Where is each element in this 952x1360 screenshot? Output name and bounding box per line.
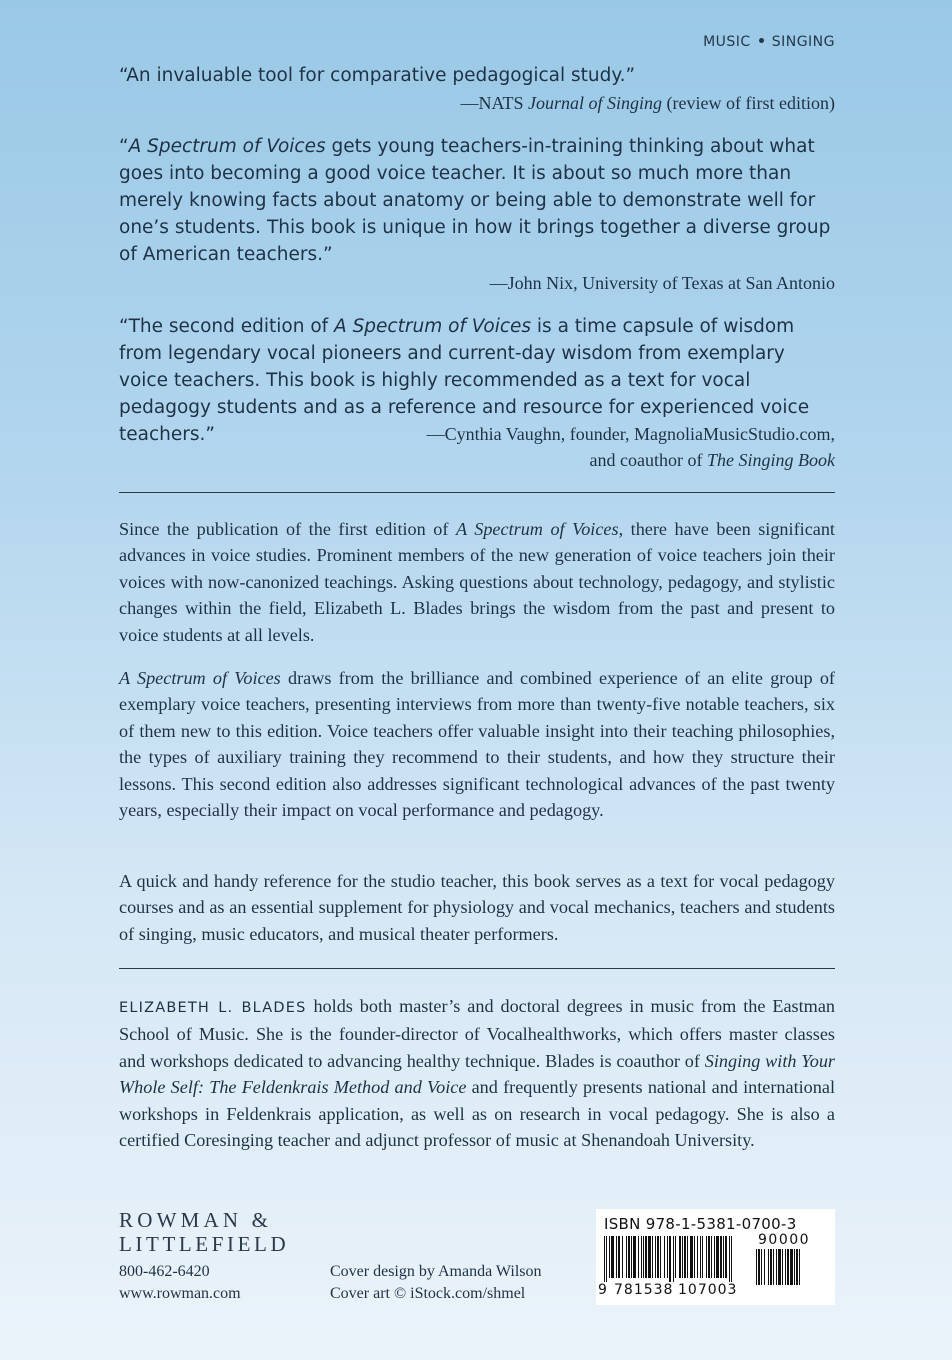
author-name: ELIZABETH L. BLADES (119, 1000, 307, 1016)
description-paragraph-2: A Spectrum of Voices draws from the brilliance and combined experience of an elite group of exemplary voice teachers, presenting interviews from more than twenty-five notable teachers, six of them new to this edition. Voice teachers offer valuable insight into their teaching philosophies, the types of auxiliary training they recommend to their students, and how they structure their lessons. This second edition also addresses significant technological advances of the past twenty years, especially their impact on vocal performance and pedagogy. (119, 668, 835, 821)
blurb-quote-1-text: “An invaluable tool for comparative pedagogical study.” (119, 65, 636, 86)
cover-art-credit: Cover art © iStock.com/shmel (330, 1285, 526, 1302)
barcode-bars-icon (604, 1236, 752, 1282)
blurb-attribution-3: —Cynthia Vaughn, founder, MagnoliaMusicStudio.com, and coauthor of The Singing Book (426, 424, 835, 470)
blurb-attribution-2: —John Nix, University of Texas at San Antonio (489, 273, 835, 293)
blurb-quote-2: “A Spectrum of Voices gets young teachers-in-training thinking about what goes into becoming a good voice teacher. It is about so much more than merely knowing facts about anatomy or being able to demonstrate well for one’s students. This book is unique in how it brings together a diverse group of American teachers.” (119, 136, 831, 265)
book-title: A Spectrum of Voices (119, 668, 281, 688)
category-label (703, 34, 835, 50)
barcode-addon-bars-icon (756, 1249, 828, 1289)
book-title: Singing with Your Whole Self: The Feldenkrais Method and Voice (119, 1050, 836, 1098)
blurb-quote-1 (119, 62, 835, 89)
publisher-logo-line-1: ROWMAN & (119, 1208, 273, 1232)
cover-design-credit: Cover design by Amanda Wilson (330, 1263, 542, 1280)
divider (119, 968, 835, 969)
publisher-logo (119, 1208, 319, 1256)
category-music: MUSIC (703, 34, 751, 50)
book-title: A Spectrum of Voices (334, 316, 532, 337)
publisher-phone: 800-462-6420 (119, 1263, 210, 1280)
cover-credits (330, 1261, 541, 1305)
blurb-attribution-1: —NATS Journal of Singing (review of first edition) (460, 93, 835, 113)
isbn-label: ISBN 978-1-5381-0700-3 (604, 1215, 797, 1233)
journal-title: Journal of Singing (528, 93, 663, 113)
description-paragraph-1: Since the publication of the first edition of A Spectrum of Voices, there have been significant advances in voice studies. Prominent members of the new generation of voice teachers join their voices with now-canonized teachings. Asking questions about technology, pedagogy, and stylistic changes within the field, Elizabeth L. Blades brings the wisdom from the past and present to voice students at all levels. (119, 519, 835, 645)
category-singing: SINGING (771, 34, 835, 50)
description-paragraph-3: A quick and handy reference for the studio teacher, this book serves as a text for vocal pedagogy courses and as an essential supplement for physiology and vocal mechanics, teachers and students of singing, music educators, and musical theater performers. (119, 871, 835, 944)
book-title: A Spectrum of Voices (455, 519, 619, 539)
book-title: The Singing Book (707, 450, 835, 470)
divider (119, 492, 835, 493)
book-title: A Spectrum of Voices (128, 136, 326, 157)
publisher-website: www.rowman.com (119, 1285, 241, 1302)
separator-dot-icon (759, 38, 764, 43)
author-bio: ELIZABETH L. BLADES holds both master’s and doctoral degrees in music from the Eastman School of Music. She is the founder-director of Vocalhealthworks, which offers master classes and workshops dedicated to advancing healthy technique. Blades is coauthor of Singing with Your Whole Self: The Feldenkrais Method and Voice and frequently presents national and international workshops in Feldenkrais application, as well as on research in vocal pedagogy. She is also a certified Coresinging teacher and adjunct professor of music at Shenandoah University. (119, 996, 836, 1151)
publisher-logo-line-2: LITTLEFIELD (119, 1232, 290, 1256)
publisher-contact (119, 1261, 241, 1305)
blurb-quote-3: “The second edition of A Spectrum of Voices is a time capsule of wisdom from legendary vocal pioneers and current-day wisdom from exemplary voice teachers. This book is highly recommended as a text for vocal pedagogy students and as a reference and resource for experienced voice teachers.” (119, 316, 810, 445)
barcode: ISBN 978-1-5381-0700-3 90000 9 781538 107003 (596, 1209, 835, 1305)
price-code: 90000 (758, 1232, 811, 1248)
